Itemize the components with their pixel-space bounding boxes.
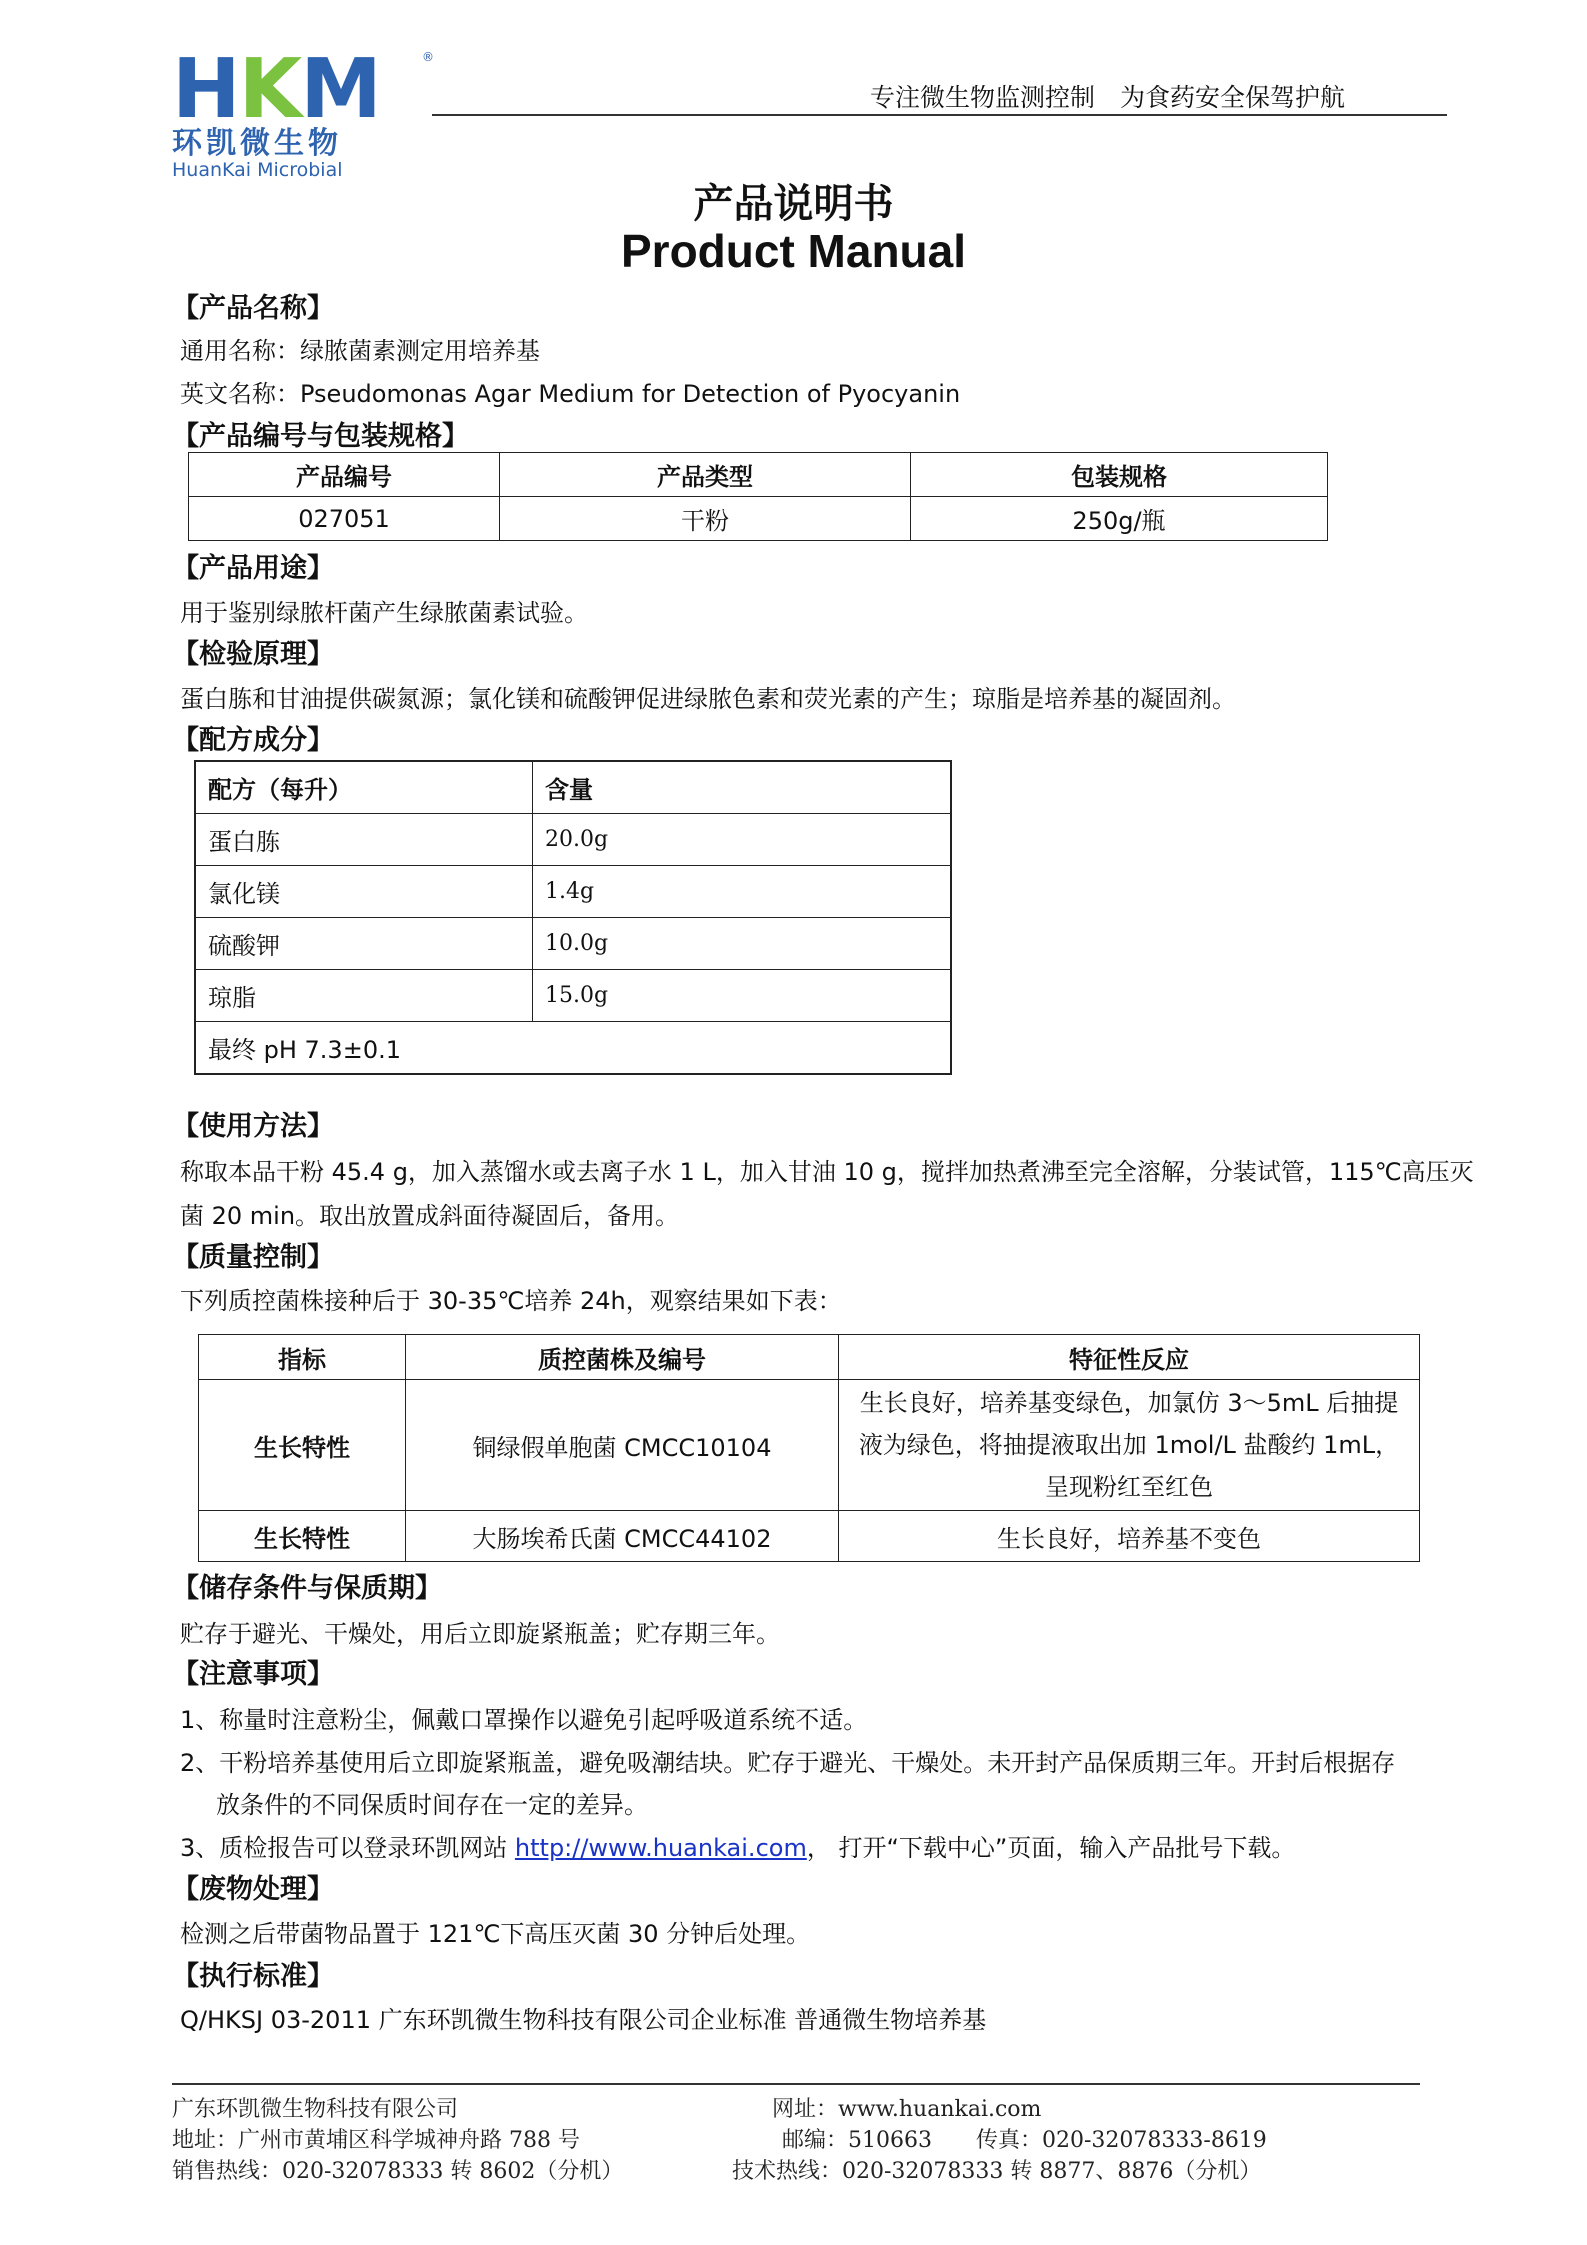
- ingredient-amount: 1.4g: [533, 866, 952, 918]
- package-spec: 250g/瓶: [911, 497, 1328, 541]
- note-2-line2: 放条件的不同保质时间存在一定的差异。: [216, 1791, 648, 1819]
- slogan: 专注微生物监测控制 为食药安全保驾护航: [870, 83, 1346, 112]
- english-name: 英文名称：Pseudomonas Agar Medium for Detection of Pyocyanin: [180, 380, 961, 408]
- method-text-line2: 菌 20 min。取出放置成斜面待凝固后，备用。: [180, 1202, 680, 1230]
- table-row: [195, 918, 951, 970]
- note-1: 1、称量时注意粉尘，佩戴口罩操作以避免引起呼吸道系统不适。: [180, 1706, 868, 1734]
- footer-divider: [172, 2083, 1420, 2085]
- footer-tech-hotline: 技术热线：020-32078333 转 8877、8876（分机）: [732, 2159, 1262, 2184]
- qc-reaction: 生长良好，培养基不变色: [839, 1511, 1420, 1562]
- ingredient-amount: 15.0g: [533, 970, 952, 1022]
- table-row: [195, 970, 951, 1022]
- table-header-cell: 产品编号: [189, 453, 500, 497]
- logo-english-name: HuanKai Microbial: [172, 159, 343, 181]
- section-heading-notes: 【注意事项】: [172, 1659, 334, 1690]
- table-header-cell: 产品类型: [500, 453, 911, 497]
- product-code-table: [188, 452, 1328, 541]
- section-heading-usage: 【产品用途】: [172, 553, 334, 584]
- table-row: [195, 866, 951, 918]
- table-header-row: [199, 1335, 1420, 1380]
- footer-sales-hotline: 销售热线：020-32078333 转 8602（分机）: [172, 2159, 624, 2184]
- section-heading-standard: 【执行标准】: [172, 1961, 334, 1992]
- registered-mark: ®: [422, 50, 434, 64]
- principle-text: 蛋白胨和甘油提供碳氮源；氯化镁和硫酸钾促进绿脓色素和荧光素的产生；琼脂是培养基的凝固剂。: [180, 685, 1236, 713]
- section-heading-qc: 【质量控制】: [172, 1242, 334, 1273]
- header-divider: [432, 114, 1447, 116]
- note-2-line1: 2、干粉培养基使用后立即旋紧瓶盖，避免吸潮结块。贮存于避光、干燥处。未开封产品保质期三年。开封后根据存: [180, 1749, 1396, 1777]
- formula-table: [194, 760, 952, 1075]
- table-header-cell: 含量: [533, 761, 952, 814]
- disposal-text: 检测之后带菌物品置于 121℃下高压灭菌 30 分钟后处理。: [180, 1920, 811, 1948]
- footer-postcode-fax: 邮编：510663 传真：020-32078333-8619: [782, 2128, 1267, 2153]
- qc-indicator: 生长特性: [199, 1380, 406, 1511]
- section-heading-principle: 【检验原理】: [172, 639, 334, 670]
- ingredient-name: 氯化镁: [195, 866, 533, 918]
- storage-text: 贮存于避光、干燥处，用后立即旋紧瓶盖；贮存期三年。: [180, 1620, 780, 1648]
- section-heading-name: 【产品名称】: [172, 293, 334, 324]
- company-logo: [172, 42, 442, 181]
- qc-indicator: 生长特性: [199, 1511, 406, 1562]
- section-heading-method: 【使用方法】: [172, 1111, 334, 1142]
- website-link[interactable]: http://www.huankai.com: [514, 1834, 807, 1862]
- table-row: [195, 1022, 951, 1075]
- note-3: 3、质检报告可以登录环凯网站 http://www.huankai.com， 打开“下载中心”页面，输入产品批号下载。: [180, 1834, 1296, 1862]
- product-type: 干粉: [500, 497, 911, 541]
- qc-strain: 铜绿假单胞菌 CMCC10104: [406, 1380, 839, 1511]
- common-name: 通用名称：绿脓菌素测定用培养基: [180, 337, 540, 365]
- section-heading-disposal: 【废物处理】: [172, 1874, 334, 1905]
- footer-company: 广东环凯微生物科技有限公司: [172, 2097, 459, 2122]
- qc-reaction: 生长良好，培养基变绿色，加氯仿 3～5mL 后抽提液为绿色，将抽提液取出加 1mol/L 盐酸约 1mL，呈现粉红至红色: [839, 1380, 1420, 1511]
- ingredient-amount: 10.0g: [533, 918, 952, 970]
- section-heading-storage: 【储存条件与保质期】: [172, 1573, 442, 1604]
- section-heading-formula: 【配方成分】: [172, 725, 334, 756]
- table-header-cell: 质控菌株及编号: [406, 1335, 839, 1380]
- standard-text: Q/HKSJ 03-2011 广东环凯微生物科技有限公司企业标准 普通微生物培养基: [180, 2006, 987, 2034]
- table-header-row: [189, 453, 1328, 497]
- table-row: [189, 497, 1328, 541]
- logo-chinese-name: 环凯微生物: [172, 126, 342, 161]
- table-row: [199, 1380, 1420, 1511]
- final-ph: 最终 pH 7.3±0.1: [195, 1022, 951, 1075]
- ingredient-name: 蛋白胨: [195, 814, 533, 866]
- table-header-row: [195, 761, 951, 814]
- ingredient-name: 硫酸钾: [195, 918, 533, 970]
- method-text-line1: 称取本品干粉 45.4 g，加入蒸馏水或去离子水 1 L，加入甘油 10 g，搅拌加热煮沸至完全溶解，分装试管，115℃高压灭: [180, 1158, 1474, 1186]
- qc-strain: 大肠埃希氏菌 CMCC44102: [406, 1511, 839, 1562]
- section-heading-code: 【产品编号与包装规格】: [172, 421, 469, 452]
- product-code: 027051: [189, 497, 500, 541]
- qc-table: [198, 1334, 1420, 1562]
- qc-intro: 下列质控菌株接种后于 30-35℃培养 24h，观察结果如下表：: [180, 1287, 842, 1315]
- table-row: [195, 814, 951, 866]
- page-title-cn: 产品说明书: [693, 181, 894, 227]
- usage-text: 用于鉴别绿脓杆菌产生绿脓菌素试验。: [180, 599, 588, 627]
- footer-address: 地址：广州市黄埔区科学城神舟路 788 号: [172, 2128, 580, 2153]
- table-header-cell: 指标: [199, 1335, 406, 1380]
- table-header-cell: 包装规格: [911, 453, 1328, 497]
- table-header-cell: 配方（每升）: [195, 761, 533, 814]
- logo-mark: HKM: [172, 42, 380, 137]
- ingredient-amount: 20.0g: [533, 814, 952, 866]
- page-title-en: Product Manual: [620, 225, 967, 277]
- footer-website: 网址：www.huankai.com: [772, 2097, 1042, 2122]
- table-row: [199, 1511, 1420, 1562]
- ingredient-name: 琼脂: [195, 970, 533, 1022]
- table-header-cell: 特征性反应: [839, 1335, 1420, 1380]
